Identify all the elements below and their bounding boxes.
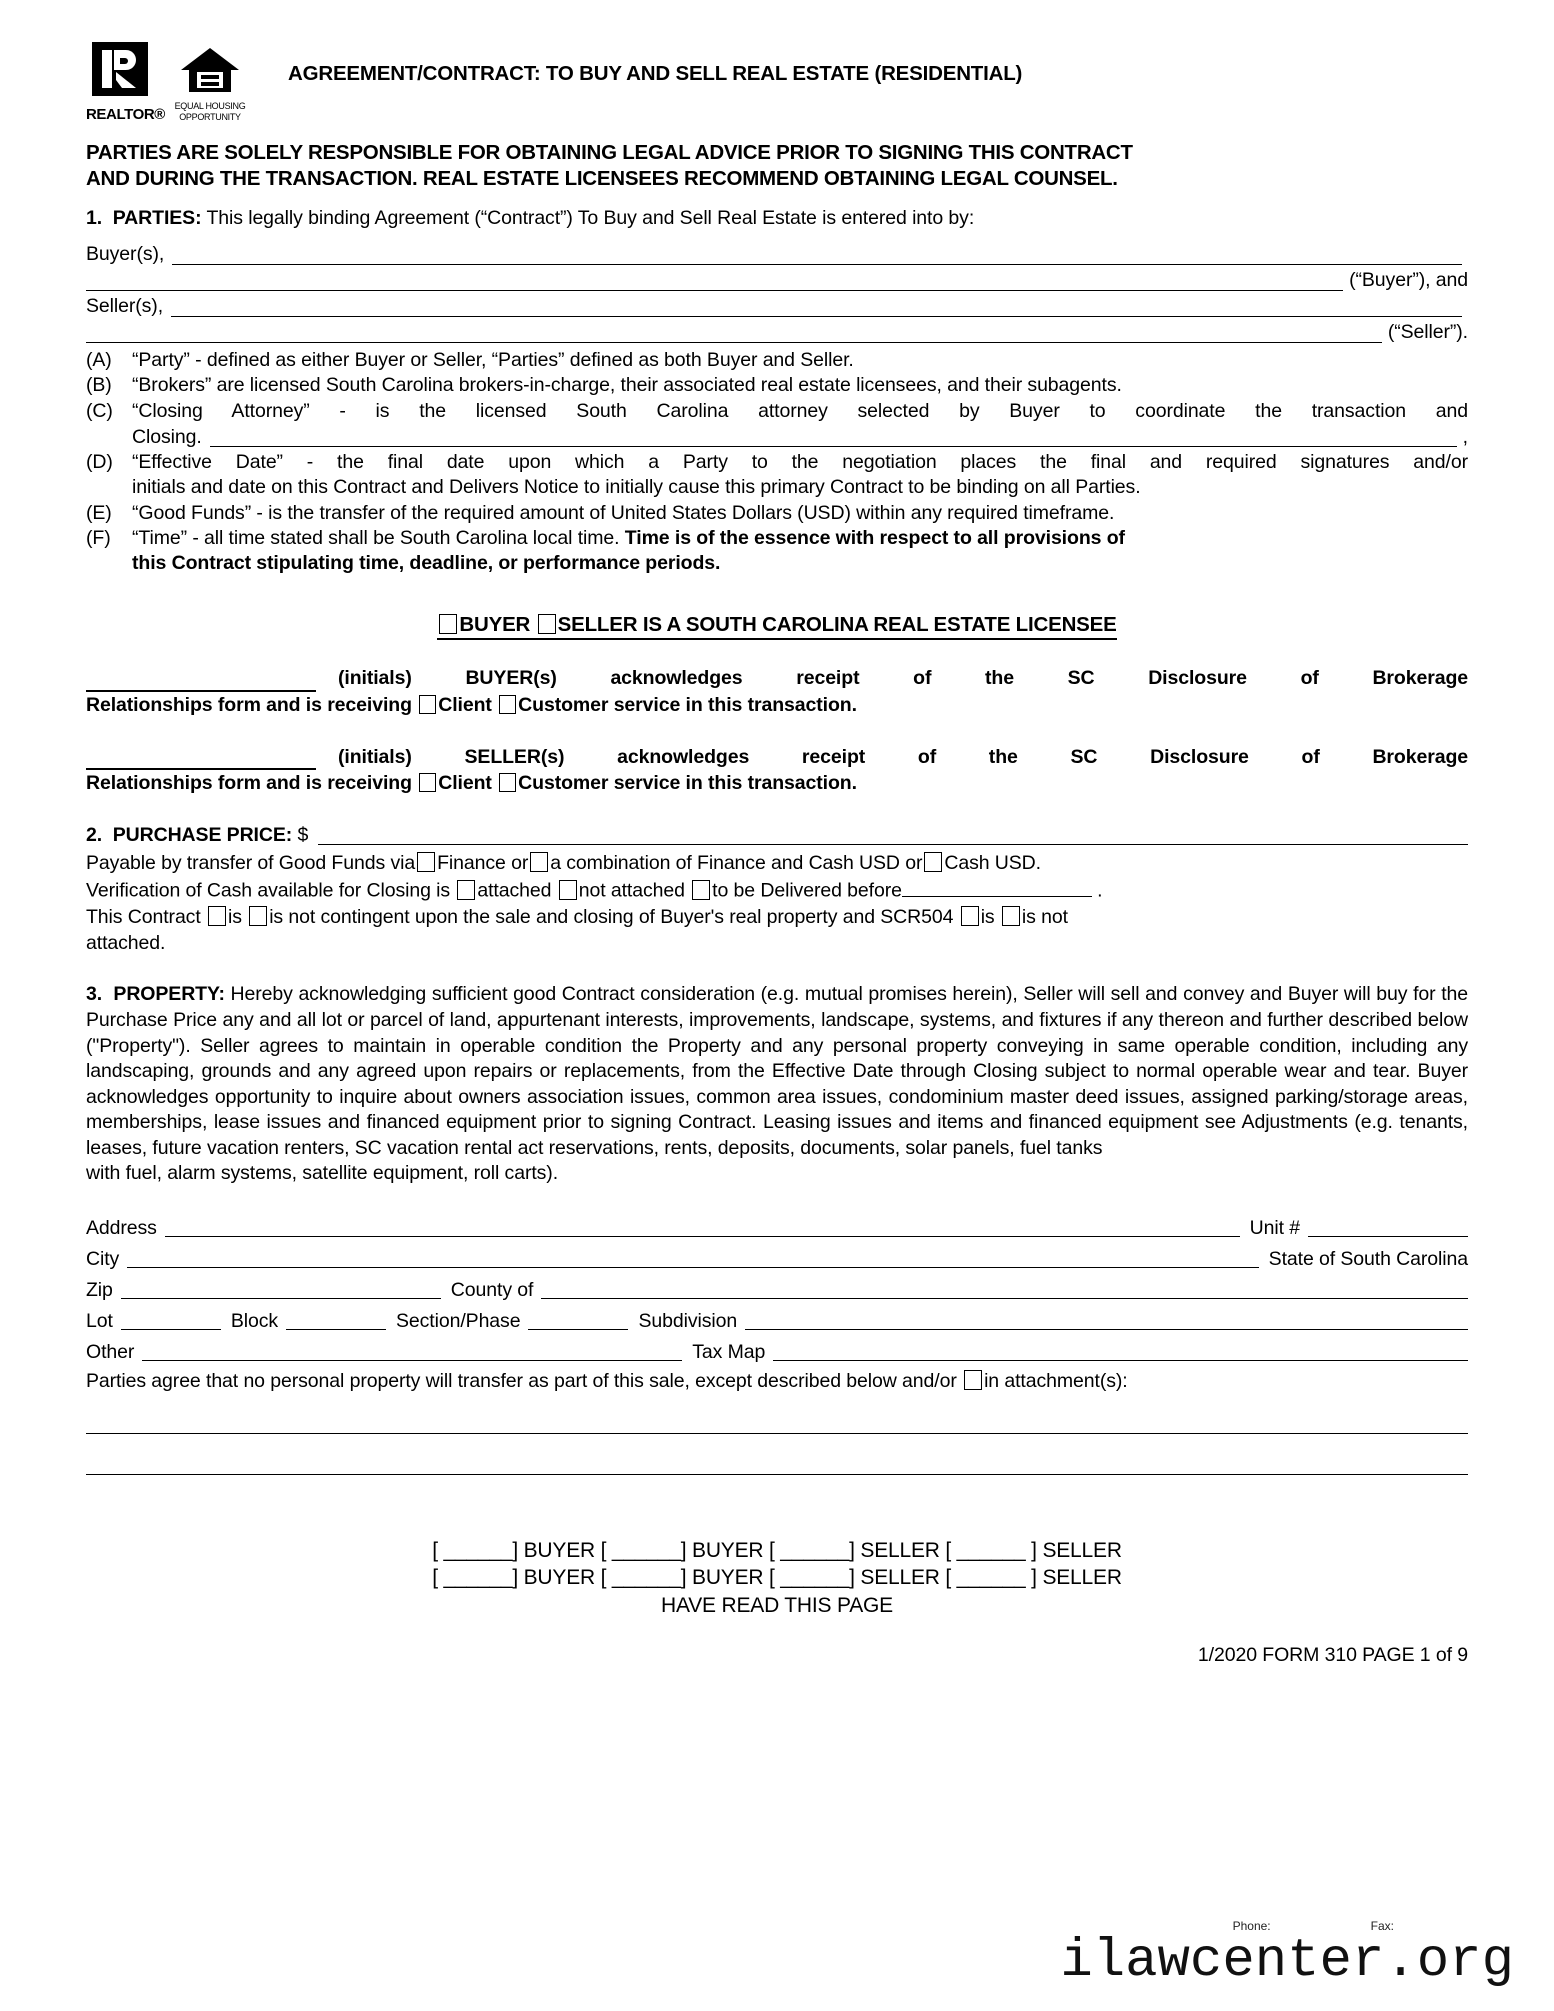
- buyer-licensee-checkbox[interactable]: [439, 614, 457, 634]
- city-row: [86, 1240, 1468, 1271]
- lot-label: Lot: [86, 1309, 113, 1332]
- contingent-is-label: is: [227, 905, 242, 928]
- delivered-period: .: [1097, 879, 1103, 902]
- seller-initials-row: [86, 744, 1468, 770]
- contingency-row: [86, 905, 1468, 931]
- closing-attorney-input[interactable]: [210, 424, 1457, 447]
- seller-licensee-checkbox[interactable]: [538, 614, 556, 634]
- legal-advice-warning: [86, 140, 1468, 192]
- definitions-list: [86, 348, 1468, 577]
- definition-c-text: “Closing Attorney” - is the licensed South Carolina attorney selected by Buyer to coordinate the transaction and: [132, 399, 1468, 422]
- watermark-url: ilawcenter.org: [1060, 1931, 1514, 1992]
- attached-label: attached: [477, 879, 552, 902]
- address-row: [86, 1209, 1468, 1240]
- definition-f-line2: [86, 551, 1468, 576]
- city-label: City: [86, 1247, 120, 1270]
- definition-f-plain: “Time” - all time stated shall be South Carolina local time.: [132, 526, 625, 549]
- definition-c-tag: (C): [86, 399, 113, 422]
- licensee-banner: [86, 613, 1468, 640]
- purchase-price-input[interactable]: [318, 822, 1468, 845]
- seller-tail-label: (“Seller”).: [1387, 321, 1468, 344]
- delivered-before-input[interactable]: [902, 877, 1092, 897]
- buyer-tail-label: (“Buyer”), and: [1349, 269, 1468, 292]
- definition-e: [86, 501, 1468, 526]
- section-1-intro-text: This legally binding Agreement (“Contract”) To Buy and Sell Real Estate is entered into by:: [206, 207, 975, 230]
- footer-initials-line-2[interactable]: [ ______] BUYER [ ______] BUYER [ ______] SELLER [ ______ ] SELLER: [432, 1566, 1122, 1590]
- footer-initials-line-1[interactable]: [ ______] BUYER [ ______] BUYER [ ______] SELLER [ ______ ] SELLER: [432, 1538, 1122, 1562]
- document-title: AGREEMENT/CONTRACT: TO BUY AND SELL REAL ESTATE (RESIDENTIAL): [288, 62, 1023, 85]
- buyer-service-prefix: Relationships form and is receiving: [86, 693, 412, 716]
- buyer-ack-body: acknowledges receipt of the SC Disclosure of Brokerage: [610, 667, 1469, 690]
- buyer-customer-label: Customer service in this transaction.: [518, 693, 857, 716]
- to-be-delivered-checkbox[interactable]: [692, 880, 710, 900]
- contingent-is-not-checkbox[interactable]: [249, 906, 267, 926]
- realtor-r-icon: [90, 42, 152, 100]
- seller-label: Seller(s),: [86, 295, 164, 318]
- definition-c-indent-spacer: [86, 424, 132, 450]
- block-input[interactable]: [286, 1306, 386, 1330]
- definition-a-tag: (A): [86, 348, 112, 371]
- unit-label: Unit #: [1249, 1216, 1300, 1239]
- form-identifier: 1/2020 FORM 310 PAGE 1 of 9: [1197, 1643, 1468, 1666]
- watermark-phone-label: Phone:: [1232, 1919, 1271, 1933]
- finance-label: Finance or: [437, 852, 529, 875]
- other-taxmap-row: [86, 1333, 1468, 1364]
- closing-attorney-row: [132, 424, 1468, 450]
- seller-acknowledgement-text: [316, 745, 1468, 770]
- scr504-is-not-label: is not: [1021, 905, 1068, 928]
- scr504-is-not-checkbox[interactable]: [1002, 906, 1020, 926]
- buyer-client-checkbox[interactable]: [419, 695, 436, 714]
- county-input[interactable]: [541, 1275, 1468, 1299]
- address-label: Address: [86, 1216, 157, 1239]
- cash-label: Cash USD.: [944, 852, 1041, 875]
- tax-map-label: Tax Map: [692, 1340, 766, 1363]
- section-3-heading: PROPERTY:: [113, 983, 225, 1006]
- seller-customer-label: Customer service in this transaction.: [518, 771, 857, 794]
- zip-label: Zip: [86, 1278, 113, 1301]
- attached-checkbox[interactable]: [457, 880, 475, 900]
- seller-licensee-label: SELLER IS A SOUTH CAROLINA REAL ESTATE LICENSEE: [557, 612, 1117, 636]
- seller-service-row: [86, 771, 1468, 796]
- section-phase-input[interactable]: [528, 1306, 628, 1330]
- logo-group: [86, 38, 252, 122]
- attachments-checkbox[interactable]: [964, 1370, 982, 1390]
- equal-housing-line2: OPPORTUNITY: [179, 111, 241, 122]
- warning-line-1: PARTIES ARE SOLELY RESPONSIBLE FOR OBTAINING LEGAL ADVICE PRIOR TO SIGNING THIS CONTRACT: [86, 141, 1133, 164]
- payable-prefix: Payable by transfer of Good Funds via: [86, 852, 416, 875]
- definition-e-text: “Good Funds” - is the transfer of the required amount of United States Dollars (USD) within any required timeframe.: [132, 501, 1115, 524]
- buyer-ack-party: BUYER(s): [465, 667, 557, 690]
- not-attached-label: not attached: [578, 879, 685, 902]
- city-input[interactable]: [127, 1244, 1258, 1268]
- tax-map-input[interactable]: [773, 1337, 1468, 1361]
- section-3-body: Hereby acknowledging sufficient good Contract consideration (e.g. mutual promises herein), Seller will sell and convey and Buyer will buy for the Purchase Price any and all lot or parcel of land, appurtenant interests, improvements, landscape, systems, and fixtures if any thereon and further described below ("Property"). Seller agrees to maintain in operable condition the Property and any personal property conveying in same operable condition, including any landscaping, grounds and any agreed upon repairs or replacements, from the Effective Date through Closing subject to normal operable wear and tear. Buyer acknowledges opportunity to inquire about owners association issues, common area issues, condominium master deed issues, assigned parking/storage areas, memberships, lease issues and financed equipment prior to signing Contract. Leasing issues and items and financed equipment see Adjustments (e.g. tenants, leases, future vacation renters, SC vacation rental act reservations, rents, deposits, documents, solar panels, fuel tanks: [86, 983, 1469, 1159]
- section-3-number: 3.: [86, 983, 103, 1006]
- seller-service-prefix: Relationships form and is receiving: [86, 771, 412, 794]
- personal-property-input-line-1[interactable]: [86, 1393, 1468, 1434]
- address-input[interactable]: [165, 1213, 1240, 1237]
- definition-f-text2: this Contract stipulating time, deadline, or performance periods.: [132, 552, 721, 575]
- definition-e-tag: (E): [86, 501, 112, 524]
- definition-d-text: “Effective Date” - the final date upon which a Party to the negotiation places the final and required signatures and/or: [132, 450, 1468, 473]
- zip-county-row: [86, 1271, 1468, 1302]
- warning-line-2: AND DURING THE TRANSACTION. REAL ESTATE LICENSEES RECOMMEND OBTAINING LEGAL COUNSEL.: [86, 167, 1118, 191]
- cash-checkbox[interactable]: [924, 852, 942, 872]
- section-1-number: 1.: [86, 207, 103, 230]
- not-attached-checkbox[interactable]: [559, 880, 577, 900]
- contingency-prefix: This Contract: [86, 905, 201, 928]
- section-3-body-lastline: with fuel, alarm systems, satellite equipment, roll carts).: [86, 1162, 559, 1185]
- seller-initials-label: (initials): [338, 745, 412, 768]
- have-read-this-page-label: HAVE READ THIS PAGE: [661, 1594, 893, 1618]
- buyer-client-label: Client: [438, 693, 492, 716]
- definition-d: [86, 450, 1468, 475]
- buyer-licensee-label: BUYER: [459, 612, 531, 636]
- definition-a-text: “Party” - defined as either Buyer or Seller, “Parties” defined as both Buyer and Seller.: [132, 348, 854, 371]
- footer-initials-block: [86, 1537, 1468, 1620]
- seller-ack-party: SELLER(s): [464, 745, 565, 768]
- section-2-number: 2.: [86, 824, 103, 847]
- seller-name-input-2[interactable]: [86, 320, 1382, 343]
- equal-housing-line1: EQUAL HOUSING: [174, 101, 246, 112]
- definition-f-indent-spacer: [86, 551, 132, 576]
- buyer-name-row-2: [86, 268, 1468, 294]
- section-3-property: [86, 982, 1468, 1161]
- payable-row: [86, 851, 1468, 877]
- scr504-is-checkbox[interactable]: [961, 906, 979, 926]
- definition-a: [86, 348, 1468, 373]
- seller-client-checkbox[interactable]: [419, 773, 436, 792]
- buyer-customer-checkbox[interactable]: [499, 695, 516, 714]
- closing-attorney-comma: ,: [1462, 425, 1468, 448]
- contingent-is-not-label: is not contingent upon the sale and closing of Buyer's real property and SCR504: [269, 905, 954, 928]
- county-label: County of: [450, 1278, 534, 1301]
- to-be-delivered-label: to be Delivered before: [712, 879, 902, 902]
- verification-row: [86, 877, 1468, 904]
- other-label: Other: [86, 1340, 135, 1363]
- zip-input[interactable]: [121, 1275, 441, 1299]
- licensee-banner-underline: [437, 613, 1116, 640]
- seller-customer-checkbox[interactable]: [499, 773, 516, 792]
- definition-f-text: [132, 526, 1468, 551]
- contingency-row-tail: attached.: [86, 931, 166, 954]
- buyer-initials-row: [86, 666, 1468, 692]
- section-phase-label: Section/Phase: [396, 1309, 521, 1332]
- personal-property-input-line-2[interactable]: [86, 1434, 1468, 1475]
- definition-d-tag: (D): [86, 450, 113, 473]
- buyer-name-row: [86, 242, 1468, 268]
- buyer-acknowledgement: [86, 666, 1468, 718]
- combination-checkbox[interactable]: [530, 852, 548, 872]
- attachments-label: in attachment(s):: [984, 1369, 1128, 1392]
- definition-d-indent-spacer: [86, 475, 132, 500]
- definition-b: [86, 373, 1468, 398]
- buyer-acknowledgement-text: [316, 666, 1468, 691]
- definition-d-line2: [86, 475, 1468, 500]
- realtor-logo-text: REALTOR®: [86, 106, 165, 123]
- equal-housing-logo: [168, 46, 252, 122]
- purchase-price-currency: $: [297, 824, 309, 847]
- definition-d-text2: initials and date on this Contract and Delivers Notice to initially cause this primary Contract to be binding on all Parties.: [132, 476, 1141, 499]
- buyer-service-row: [86, 693, 1468, 718]
- subdivision-label: Subdivision: [638, 1309, 738, 1332]
- buyer-name-input-2[interactable]: [86, 268, 1343, 291]
- closing-attorney-label: Closing.: [132, 425, 202, 448]
- other-input[interactable]: [142, 1337, 682, 1361]
- personal-property-note: Parties agree that no personal property will transfer as part of this sale, except described below and/or: [86, 1369, 957, 1392]
- state-label: State of South Carolina: [1268, 1247, 1468, 1270]
- seller-initials-input[interactable]: [86, 744, 316, 770]
- seller-name-row: [86, 294, 1468, 320]
- lot-input[interactable]: [121, 1306, 221, 1330]
- property-fields: [86, 1209, 1468, 1475]
- seller-ack-body: acknowledges receipt of the SC Disclosure of Brokerage: [617, 745, 1469, 768]
- watermark: [1060, 1919, 1514, 1992]
- section-2-header: [86, 822, 1468, 847]
- page-content: [86, 38, 1468, 1667]
- watermark-fax-label: Fax:: [1370, 1919, 1394, 1933]
- buyer-name-input[interactable]: [172, 242, 1462, 265]
- definition-b-tag: (B): [86, 374, 112, 397]
- section-1-heading: PARTIES:: [112, 207, 202, 230]
- finance-checkbox[interactable]: [417, 852, 435, 872]
- definition-b-text: “Brokers” are licensed South Carolina brokers-in-charge, their associated real estate licensees, and their subagents.: [132, 374, 1122, 397]
- document-header: [86, 38, 1468, 130]
- lot-block-row: [86, 1302, 1468, 1333]
- block-label: Block: [230, 1309, 278, 1332]
- realtor-logo: [86, 42, 165, 123]
- definition-f: [86, 526, 1468, 551]
- definition-c-line2: [86, 424, 1468, 450]
- seller-client-label: Client: [438, 771, 492, 794]
- definition-f-bold: Time is of the essence with respect to all provisions of: [624, 526, 1125, 549]
- subdivision-input[interactable]: [745, 1306, 1468, 1330]
- definition-c: [86, 399, 1468, 424]
- scr504-is-label: is: [980, 905, 995, 928]
- verification-prefix: Verification of Cash available for Closing is: [86, 879, 451, 902]
- buyer-label: Buyer(s),: [86, 243, 165, 266]
- combination-label: a combination of Finance and Cash USD or: [550, 852, 923, 875]
- definition-f-tag: (F): [86, 526, 111, 549]
- contingent-is-checkbox[interactable]: [208, 906, 226, 926]
- seller-name-input[interactable]: [171, 294, 1462, 317]
- unit-input[interactable]: [1308, 1213, 1468, 1237]
- equal-housing-house-icon: [179, 46, 241, 96]
- section-1-parties-intro: [86, 206, 1468, 231]
- buyer-initials-input[interactable]: [86, 666, 316, 692]
- section-2-heading: PURCHASE PRICE:: [112, 824, 293, 847]
- seller-name-row-2: [86, 320, 1468, 346]
- personal-property-note-row: [86, 1370, 1468, 1393]
- buyer-initials-label: (initials): [338, 667, 412, 690]
- seller-acknowledgement: [86, 744, 1468, 796]
